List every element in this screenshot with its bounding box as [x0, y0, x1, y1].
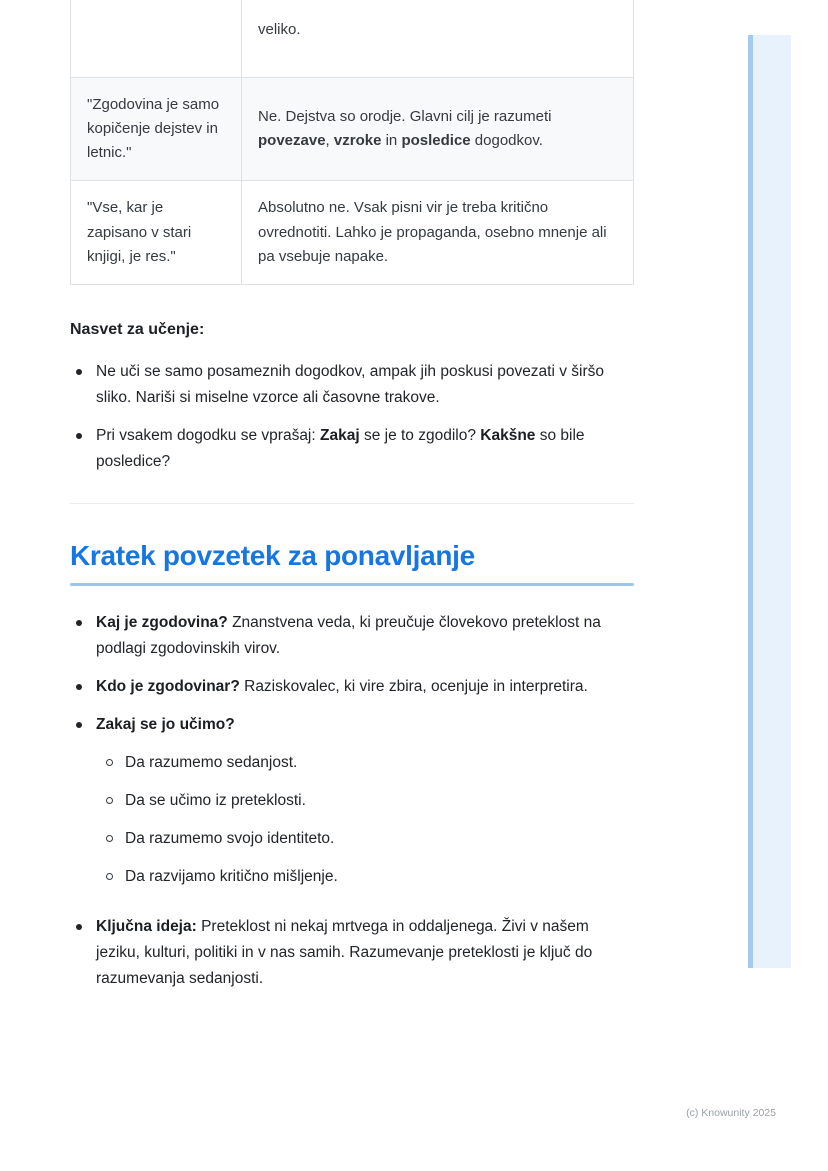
bold-text: Zakaj: [320, 427, 360, 445]
list-item-text: [96, 674, 634, 700]
bold-text: Kaj je zgodovina?: [96, 614, 228, 632]
summary-item: [74, 610, 634, 662]
bold-text: Ključna ideja:: [96, 918, 197, 936]
tip-item: [74, 423, 634, 475]
text: Raziskovalec, ki vire zbira, ocenjuje in interpretira.: [239, 678, 588, 696]
summary-heading: Kratek povzetek za ponavljanje: [70, 540, 475, 572]
bullet-circle-icon: [106, 835, 113, 842]
bullet-disc-icon: [76, 722, 82, 728]
bullet-disc-icon: [76, 369, 82, 375]
text: Pri vsakem dogodku se vprašaj:: [96, 427, 320, 445]
list-item-text: [125, 788, 634, 814]
misconceptions-table: [70, 0, 634, 285]
text: ,: [325, 131, 334, 149]
table-cell-claim: [71, 0, 242, 77]
list-item-text: [125, 750, 634, 776]
section-divider: [70, 503, 634, 504]
scrollbar-track[interactable]: [748, 35, 791, 968]
sub-list-item: [104, 788, 634, 814]
bullet-circle-icon: [106, 759, 113, 766]
table-cell-claim: [71, 181, 242, 285]
text: Znanstvena veda, ki preučuje človekovo preteklost na podlagi zgodovinskih virov.: [96, 614, 601, 658]
table-cell-claim: [71, 77, 242, 181]
summary-sub-list: [104, 750, 634, 890]
bullet-circle-icon: [106, 797, 113, 804]
summary-item: [74, 914, 634, 992]
list-item-text: [125, 864, 634, 890]
sub-list-item: [104, 826, 634, 852]
bullet-circle-icon: [106, 873, 113, 880]
text: Preteklost ni nekaj mrtvega in oddaljenega. Živi v našem jeziku, kulturi, politiki in v nas samih. Razumevanje preteklosti je ključ do razumevanja sedanjosti.: [96, 918, 593, 988]
bold-text: Kakšne: [480, 427, 536, 445]
document-content: [70, 0, 634, 1004]
list-item-text: [96, 610, 634, 662]
heading-underline: [70, 583, 634, 586]
bold-text: vzroke: [333, 131, 382, 149]
bullet-disc-icon: [76, 433, 82, 439]
scrollbar-thumb[interactable]: [748, 35, 753, 968]
list-item-text: [96, 359, 634, 411]
text: veliko.: [258, 21, 301, 38]
table-row: [71, 77, 634, 181]
text: Da se učimo iz preteklosti.: [125, 792, 306, 810]
text: Ne. Dejstva so orodje. Glavni cilj je razumeti: [258, 107, 552, 125]
text: so bile posledice?: [96, 427, 585, 471]
bullet-disc-icon: [76, 684, 82, 690]
text: Absolutno ne. Vsak pisni vir je treba kritično ovrednotiti. Lahko je propaganda, osebno mnenje ali pa vsebuje napake.: [258, 199, 607, 265]
bold-text: Zakaj se jo učimo?: [96, 716, 235, 734]
tip-item: [74, 359, 634, 411]
bold-text: povezave: [258, 131, 326, 149]
table-cell-answer: [242, 181, 634, 285]
text: Ne uči se samo posameznih dogodkov, ampak jih poskusi povezati v širšo sliko. Nariši si miselne vzorce ali časovne trakove.: [96, 363, 605, 407]
sub-list-item: [104, 750, 634, 776]
bold-text: Kdo je zgodovinar?: [96, 678, 240, 696]
table-row: [71, 181, 634, 285]
misconceptions-table-body: [71, 0, 634, 285]
summary-item: [74, 674, 634, 700]
footer-copyright: (c) Knowunity 2025: [686, 1107, 776, 1119]
text: Da razumemo svojo identiteto.: [125, 830, 335, 848]
text: in: [381, 131, 402, 149]
text: se je to zgodilo?: [359, 427, 481, 445]
text: "Vse, kar je zapisano v stari knjigi, je res.": [87, 199, 192, 265]
list-item-text: [125, 826, 634, 852]
text: Da razvijamo kritično mišljenje.: [125, 868, 338, 886]
summary-list: [70, 610, 634, 992]
summary-item: [74, 712, 634, 902]
table-cell-answer: [242, 77, 634, 181]
table-row: [71, 0, 634, 77]
bold-text: posledice: [401, 131, 471, 149]
table-cell-answer: [242, 0, 634, 77]
bullet-disc-icon: [76, 620, 82, 626]
tips-title: Nasvet za učenje:: [70, 321, 205, 339]
list-item-text: [96, 423, 634, 475]
text: Da razumemo sedanjost.: [125, 754, 298, 772]
list-item-text: [96, 914, 634, 992]
text: dogodkov.: [470, 131, 543, 149]
tips-list: [70, 359, 634, 475]
sub-list-item: [104, 864, 634, 890]
list-item-text: [96, 712, 634, 902]
text: "Zgodovina je samo kopičenje dejstev in letnic.": [87, 95, 220, 162]
bullet-disc-icon: [76, 924, 82, 930]
